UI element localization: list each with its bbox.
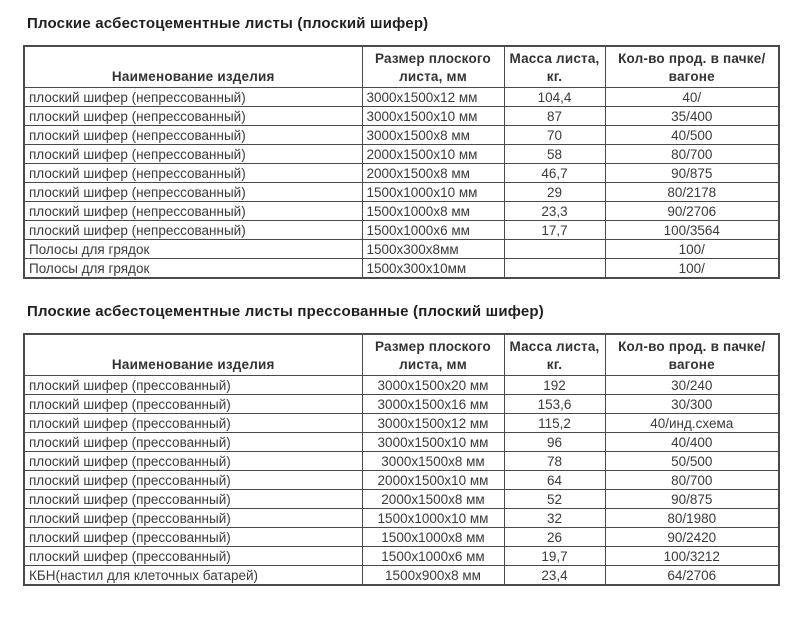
cell-size: 1500х1000х10 мм (362, 183, 504, 202)
cell-mass (504, 240, 605, 259)
table-row (24, 547, 779, 566)
cell-name: плоский шифер (непрессованный) (24, 221, 362, 240)
cell-size: 3000х1500х16 мм (362, 395, 504, 414)
cell-mass: 78 (504, 452, 605, 471)
cell-qty: 64/2706 (605, 566, 779, 586)
cell-name: Полосы для грядок (24, 259, 362, 279)
section-title-pressed: Плоские асбестоцементные листы прессованные (плоский шифер) (27, 303, 544, 321)
cell-qty: 90/875 (605, 490, 779, 509)
table-row (24, 107, 779, 126)
table-row (24, 528, 779, 547)
cell-name: плоский шифер (непрессованный) (24, 88, 362, 107)
column-header-size: Размер плоского листа, мм (362, 46, 504, 88)
section-nonpressed-sheets (23, 15, 778, 279)
cell-name: плоский шифер (непрессованный) (24, 202, 362, 221)
table-row (24, 433, 779, 452)
cell-size: 1500х1000х6 мм (362, 221, 504, 240)
cell-size: 2000х1500х8 мм (362, 490, 504, 509)
cell-qty: 40/инд.схема (605, 414, 779, 433)
table-row (24, 183, 779, 202)
cell-size: 2000х1500х8 мм (362, 164, 504, 183)
cell-qty: 50/500 (605, 452, 779, 471)
cell-mass: 46,7 (504, 164, 605, 183)
cell-qty: 35/400 (605, 107, 779, 126)
cell-name: плоский шифер (непрессованный) (24, 183, 362, 202)
column-header-name: Наименование изделия (24, 334, 362, 376)
cell-name: Полосы для грядок (24, 240, 362, 259)
cell-name: КБН(настил для клеточных батарей) (24, 566, 362, 586)
table-row (24, 395, 779, 414)
cell-size: 3000х1500х10 мм (362, 433, 504, 452)
cell-qty: 40/ (605, 88, 779, 107)
cell-name: плоский шифер (непрессованный) (24, 107, 362, 126)
cell-size: 1500х1000х10 мм (362, 509, 504, 528)
cell-name: плоский шифер (прессованный) (24, 471, 362, 490)
header-row (24, 334, 779, 376)
table-row (24, 240, 779, 259)
table-row (24, 221, 779, 240)
cell-name: плоский шифер (непрессованный) (24, 145, 362, 164)
cell-size: 3000х1500х20 мм (362, 376, 504, 395)
cell-qty: 80/700 (605, 145, 779, 164)
cell-mass: 115,2 (504, 414, 605, 433)
cell-mass: 153,6 (504, 395, 605, 414)
cell-name: плоский шифер (прессованный) (24, 547, 362, 566)
cell-size: 3000х1500х10 мм (362, 107, 504, 126)
cell-name: плоский шифер (прессованный) (24, 376, 362, 395)
cell-size: 1500х300х8мм (362, 240, 504, 259)
cell-mass: 104,4 (504, 88, 605, 107)
table-row (24, 566, 779, 586)
column-header-size: Размер плоского листа, мм (362, 334, 504, 376)
section-pressed-sheets (23, 303, 778, 586)
cell-size: 3000х1500х12 мм (362, 414, 504, 433)
table-row (24, 414, 779, 433)
cell-mass: 26 (504, 528, 605, 547)
cell-name: плоский шифер (непрессованный) (24, 164, 362, 183)
column-header-qty: Кол-во прод. в пачке/вагоне (605, 46, 779, 88)
cell-qty: 90/2420 (605, 528, 779, 547)
cell-name: плоский шифер (прессованный) (24, 528, 362, 547)
cell-qty: 30/300 (605, 395, 779, 414)
cell-size: 1500х1000х8 мм (362, 528, 504, 547)
header-row (24, 46, 779, 88)
cell-name: плоский шифер (прессованный) (24, 509, 362, 528)
cell-mass: 17,7 (504, 221, 605, 240)
cell-mass: 19,7 (504, 547, 605, 566)
cell-size: 3000х1500х8 мм (362, 126, 504, 145)
cell-mass: 29 (504, 183, 605, 202)
table-row (24, 376, 779, 395)
cell-qty: 100/ (605, 259, 779, 279)
cell-mass: 70 (504, 126, 605, 145)
cell-mass: 52 (504, 490, 605, 509)
cell-mass: 32 (504, 509, 605, 528)
table-row (24, 490, 779, 509)
cell-qty: 30/240 (605, 376, 779, 395)
cell-qty: 90/875 (605, 164, 779, 183)
cell-qty: 90/2706 (605, 202, 779, 221)
cell-qty: 100/ (605, 240, 779, 259)
cell-name: плоский шифер (непрессованный) (24, 126, 362, 145)
cell-qty: 80/1980 (605, 509, 779, 528)
cell-size: 2000х1500х10 мм (362, 471, 504, 490)
cell-mass: 58 (504, 145, 605, 164)
cell-mass: 23,4 (504, 566, 605, 586)
nonpressed-sheets-table (23, 45, 780, 279)
column-header-name: Наименование изделия (24, 46, 362, 88)
cell-size: 3000х1500х12 мм (362, 88, 504, 107)
cell-qty: 80/2178 (605, 183, 779, 202)
cell-qty: 100/3564 (605, 221, 779, 240)
cell-size: 1500х300х10мм (362, 259, 504, 279)
cell-mass: 96 (504, 433, 605, 452)
cell-mass: 87 (504, 107, 605, 126)
column-header-mass: Масса листа, кг. (504, 334, 605, 376)
cell-mass: 23,3 (504, 202, 605, 221)
table-row (24, 471, 779, 490)
cell-size: 1500х1000х6 мм (362, 547, 504, 566)
table-row (24, 126, 779, 145)
cell-mass (504, 259, 605, 279)
cell-size: 2000х1500х10 мм (362, 145, 504, 164)
table-row (24, 202, 779, 221)
cell-mass: 64 (504, 471, 605, 490)
column-header-qty: Кол-во прод. в пачке/вагоне (605, 334, 779, 376)
pressed-sheets-table (23, 333, 780, 586)
cell-size: 1500х900х8 мм (362, 566, 504, 586)
table-row (24, 88, 779, 107)
cell-qty: 40/400 (605, 433, 779, 452)
cell-qty: 80/700 (605, 471, 779, 490)
cell-name: плоский шифер (прессованный) (24, 395, 362, 414)
table-row (24, 164, 779, 183)
cell-name: плоский шифер (прессованный) (24, 414, 362, 433)
section-title-nonpressed: Плоские асбестоцементные листы (плоский шифер) (27, 15, 429, 32)
table-row (24, 145, 779, 164)
table-row (24, 452, 779, 471)
cell-qty: 100/3212 (605, 547, 779, 566)
table-row (24, 259, 779, 279)
cell-name: плоский шифер (прессованный) (24, 490, 362, 509)
cell-qty: 40/500 (605, 126, 779, 145)
table-row (24, 509, 779, 528)
column-header-mass: Масса листа, кг. (504, 46, 605, 88)
cell-size: 1500х1000х8 мм (362, 202, 504, 221)
cell-name: плоский шифер (прессованный) (24, 433, 362, 452)
cell-mass: 192 (504, 376, 605, 395)
cell-size: 3000х1500х8 мм (362, 452, 504, 471)
cell-name: плоский шифер (прессованный) (24, 452, 362, 471)
